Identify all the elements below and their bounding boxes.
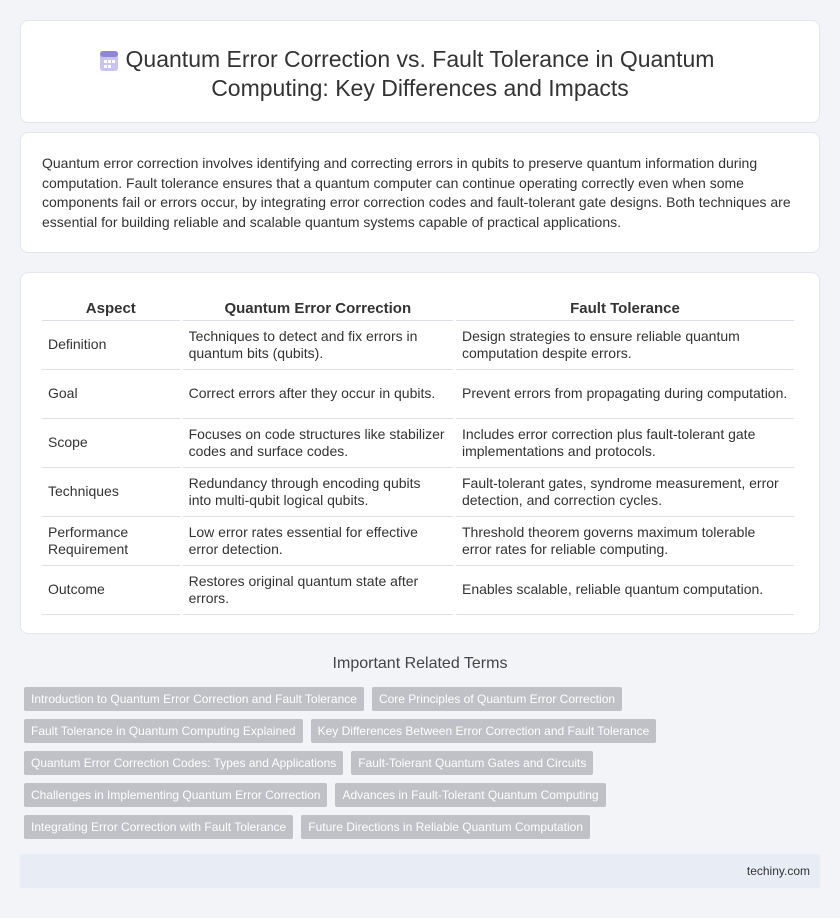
row-ft-cell: Enables scalable, reliable quantum computation. bbox=[456, 566, 794, 615]
row-aspect-cell: Techniques bbox=[42, 468, 180, 517]
footer-bar bbox=[20, 854, 820, 888]
related-term-link[interactable]: Fault-Tolerant Quantum Gates and Circuits bbox=[351, 751, 593, 775]
row-aspect-cell: Outcome bbox=[42, 566, 180, 615]
row-qec-cell: Restores original quantum state after errors. bbox=[183, 566, 453, 615]
table-row bbox=[42, 321, 794, 370]
page-title: Quantum Error Correction vs. Fault Tolerance in Quantum Computing: Key Differences and Impacts bbox=[125, 46, 715, 101]
table-header-row bbox=[42, 297, 794, 321]
row-ft-cell: Design strategies to ensure reliable quantum computation despite errors. bbox=[456, 321, 794, 370]
row-aspect-cell: Definition bbox=[42, 321, 180, 370]
row-qec-cell: Techniques to detect and fix errors in quantum bits (qubits). bbox=[183, 321, 453, 370]
comparison-card bbox=[20, 272, 820, 634]
row-ft-cell: Fault-tolerant gates, syndrome measurement, error detection, and correction cycles. bbox=[456, 468, 794, 517]
row-ft-cell: Prevent errors from propagating during computation. bbox=[456, 370, 794, 419]
related-term-link[interactable]: Integrating Error Correction with Fault Tolerance bbox=[24, 815, 293, 839]
tag-row bbox=[24, 815, 824, 839]
column-header-fault-tolerance: Fault Tolerance bbox=[456, 297, 794, 321]
intro-card bbox=[20, 132, 820, 253]
table-row bbox=[42, 370, 794, 419]
column-header-aspect: Aspect bbox=[42, 297, 180, 321]
table-row bbox=[42, 566, 794, 615]
header-card bbox=[20, 20, 820, 123]
tag-row bbox=[24, 783, 824, 807]
related-term-link[interactable]: Future Directions in Reliable Quantum Computation bbox=[301, 815, 590, 839]
table-row bbox=[42, 517, 794, 566]
row-aspect-cell: Scope bbox=[42, 419, 180, 468]
intro-paragraph: Quantum error correction involves identifying and correcting errors in qubits to preserve quantum information during computation. Fault tolerance ensures that a quantum computer can continue operating correctly even when some components fail or errors occur, by integrating error correction codes and fault-tolerant gate designs. Both techniques are essential for building reliable and scalable quantum systems capable of practical applications. bbox=[42, 155, 791, 230]
comparison-table bbox=[39, 297, 797, 615]
related-term-link[interactable]: Key Differences Between Error Correction and Fault Tolerance bbox=[311, 719, 657, 743]
table-row bbox=[42, 468, 794, 517]
related-term-link[interactable]: Quantum Error Correction Codes: Types and Applications bbox=[24, 751, 343, 775]
tag-row bbox=[24, 719, 824, 743]
footer-brand[interactable]: techiny.com bbox=[746, 864, 810, 878]
related-term-link[interactable]: Advances in Fault-Tolerant Quantum Computing bbox=[335, 783, 605, 807]
row-qec-cell: Low error rates essential for effective error detection. bbox=[183, 517, 453, 566]
related-term-link[interactable]: Challenges in Implementing Quantum Error Correction bbox=[24, 783, 327, 807]
related-term-link[interactable]: Fault Tolerance in Quantum Computing Explained bbox=[24, 719, 303, 743]
related-terms-list bbox=[24, 687, 824, 847]
row-qec-cell: Focuses on code structures like stabilizer codes and surface codes. bbox=[183, 419, 453, 468]
row-aspect-cell: Goal bbox=[42, 370, 180, 419]
table-row bbox=[42, 419, 794, 468]
related-term-link[interactable]: Core Principles of Quantum Error Correction bbox=[372, 687, 622, 711]
tag-row bbox=[24, 751, 824, 775]
tag-row bbox=[24, 687, 824, 711]
column-header-error-correction: Quantum Error Correction bbox=[183, 297, 453, 321]
related-terms-heading: Important Related Terms bbox=[332, 655, 508, 672]
row-ft-cell: Threshold theorem governs maximum tolerable error rates for reliable computing. bbox=[456, 517, 794, 566]
row-ft-cell: Includes error correction plus fault-tolerant gate implementations and protocols. bbox=[456, 419, 794, 468]
row-aspect-cell: Performance Requirement bbox=[42, 517, 180, 566]
row-qec-cell: Correct errors after they occur in qubits. bbox=[183, 370, 453, 419]
related-term-link[interactable]: Introduction to Quantum Error Correction and Fault Tolerance bbox=[24, 687, 364, 711]
row-qec-cell: Redundancy through encoding qubits into multi-qubit logical qubits. bbox=[183, 468, 453, 517]
